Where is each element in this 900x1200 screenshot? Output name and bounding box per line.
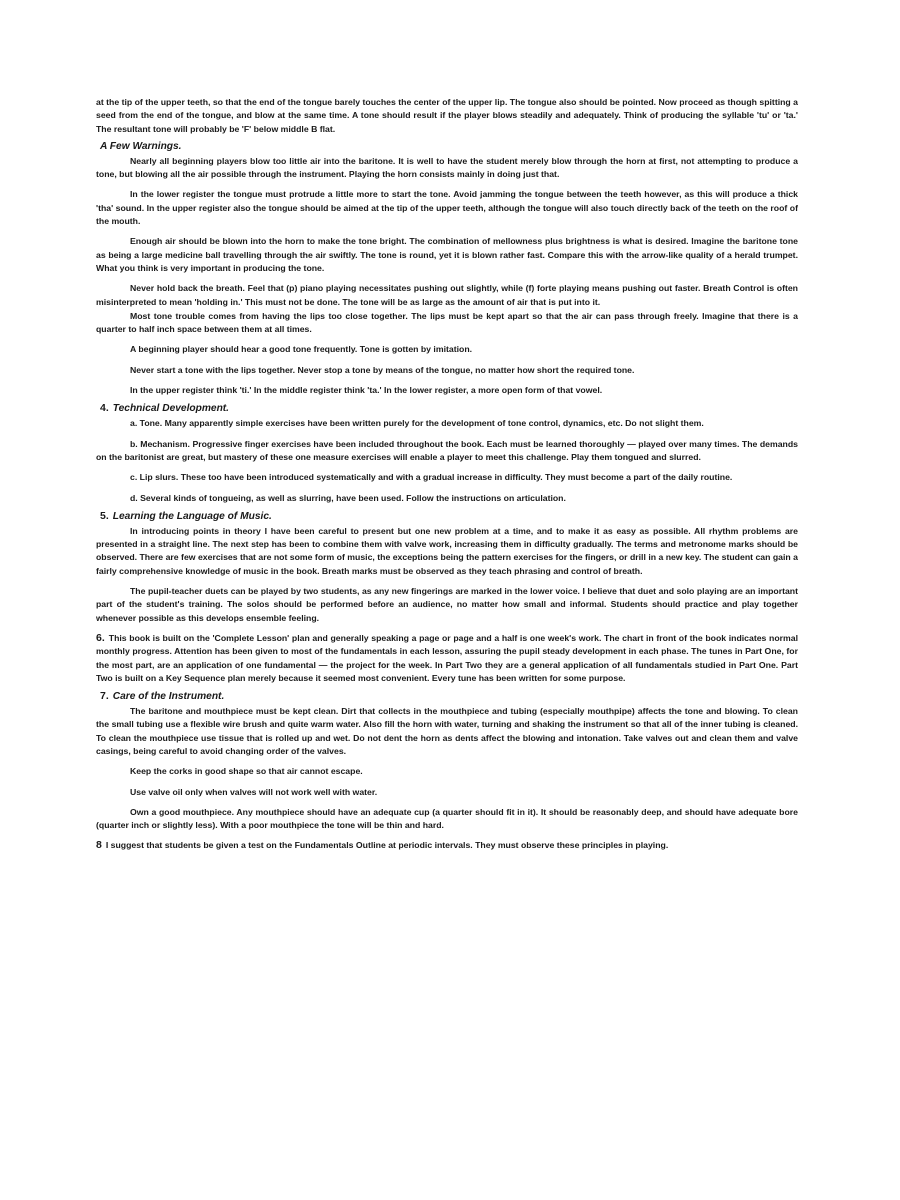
warning-paragraph-7: Never start a tone with the lips together. Never stop a tone by means of the tongue, no matter how short the required tone. bbox=[130, 364, 635, 375]
section-number: 5. bbox=[100, 509, 109, 522]
section-number: 8 bbox=[96, 839, 102, 852]
fundamentals-test-paragraph bbox=[96, 839, 798, 852]
warning-paragraph-5: Most tone trouble comes from having the lips too close together. The lips must be kept apart so that the air can pass through freely. Imagine that there is a quarter to half inch space between them at all times. bbox=[96, 310, 798, 335]
section-heading-warnings: A Few Warnings. bbox=[100, 140, 182, 152]
section-title: Technical Development. bbox=[112, 403, 230, 415]
warning-paragraph-6: A beginning player should hear a good tone frequently. Tone is gotten by imitation. bbox=[130, 344, 473, 355]
section-title: Care of the Instrument. bbox=[112, 691, 225, 703]
language-paragraph-1: In introducing points in theory I have been careful to present but one new problem at a time, and to make it as easy as possible. All rhythm problems are presented in a straight line. The next step has been to combine them with valve work, increasing them in difficulty gradually. The terms and metronome marks should be observed. There are few exercises that are not some form of music, the exceptions being the pattern exercises for the fingers, or drill in a new key. The student can gain a fairly comprehensive knowledge of music in the book. Breath marks must be observed as they teach phrasing and control of breath. bbox=[96, 525, 798, 576]
care-paragraph-2: Keep the corks in good shape so that air cannot escape. bbox=[130, 766, 363, 777]
technical-tone-paragraph: a. Tone. Many apparently simple exercises have been written purely for the development of tone control, dynamics, etc. Do not slight them. bbox=[130, 418, 704, 429]
fundamentals-test-text: I suggest that students be given a test on the Fundamentals Outline at periodic intervals. They must observe these principles in playing. bbox=[105, 840, 669, 851]
technical-mechanism-paragraph: b. Mechanism. Progressive finger exercises have been included throughout the book. Each must be learned thoroughly — played over many times. The demands on the baritonist are great, but mastery of these one measure exercises will enable a player to meet this challenge. Play them tongued and slurred. bbox=[96, 438, 798, 462]
language-paragraph-2: The pupil-teacher duets can be played by two students, as any new fingerings are marked in the lower voice. I believe that duet and solo playing are an important part of the student's training. The solos should be performed before an audience, no matter how small and informal. Students should practice and play together whenever possible as this develops ensemble feeling. bbox=[96, 586, 798, 623]
warning-paragraph-3: Enough air should be blown into the horn to make the tone bright. The combination of mellowness plus brightness is what is desired. Imagine the baritone tone as being a large medicine ball travelling through the air swiftly. The tone is round, yet it is blown rather fast. Compare this with the arrow-like quality of a herald trumpet. What you think is very important in producing the tone. bbox=[96, 236, 798, 273]
warning-paragraph-8: In the upper register think 'ti.' In the middle register think 'ta.' In the lower register, a more open form of that vowel. bbox=[130, 385, 603, 396]
complete-lesson-text: This book is built on the 'Complete Lesson' plan and generally speaking a page or page and a half is one week's work. The chart in front of the book indicates normal monthly progress. Attention has been given to most of the fundamentals in each lesson, assuring the pupil steady development in each phase. The tunes in Part One, for the most part, are an application of one fundamental — the project for the week. In Part Two they are a general application of all fundamentals studied in Part One. Part Two is built on a Key Sequence plan merely because it seemed most convenient. Every tune has been written for some purpose. bbox=[96, 632, 798, 683]
section-heading-technical bbox=[100, 401, 798, 416]
care-paragraph-3: Use valve oil only when valves will not work well with water. bbox=[130, 786, 378, 797]
warning-paragraph-1: Nearly all beginning players blow too little air into the baritone. It is well to have the student merely blow through the horn at first, not attempting to produce a tone, but blowing all the air possible through the instrument. Playing the horn consists mainly in doing just that. bbox=[96, 155, 798, 180]
care-paragraph-1: The baritone and mouthpiece must be kept clean. Dirt that collects in the mouthpiece and tubing (especially mouthpipe) affects the tone and blowing. To clean the small tubing use a flexible wire brush and quite warm water. Also fill the horn with water, turning and shaking the instrument so that all of the inner tubing is cleaned. To clean the mouthpiece use tissue that is rolled up and wet. Do not dent the horn as dents affect the blowing and intonation. Take valves out and clean them and valve casings, being careful to avoid changing order of the valves. bbox=[96, 706, 798, 756]
section-heading-language bbox=[100, 509, 798, 524]
care-paragraph-4: Own a good mouthpiece. Any mouthpiece should have an adequate cup (a quarter should fit in it). It should be reasonably deep, and should have adequate bore (quarter inch or slightly less). With a poor mouthpiece the tone will be thin and hard. bbox=[96, 806, 798, 831]
complete-lesson-paragraph bbox=[96, 632, 798, 685]
technical-tongueing-paragraph: d. Several kinds of tongueing, as well as slurring, have been used. Follow the instructions on articulation. bbox=[130, 492, 566, 503]
intro-paragraph: at the tip of the upper teeth, so that the end of the tongue barely touches the center of the upper lip. The tongue also should be pointed. Now proceed as though spitting a seed from the end of the tongue, and blow at the same time. A tone should result if the player blows steadily and adequately. Think of producing the syllable 'tu' or 'ta.' The resultant tone will probably be 'F' below middle B flat. bbox=[96, 97, 798, 134]
warning-paragraph-4: Never hold back the breath. Feel that (p) piano playing necessitates pushing out slightly, while (f) forte playing means pushing out faster. Breath Control is often misinterpreted to mean 'holding in.' This must not be done. The tone will be as large as the amount of air that is put into it. bbox=[96, 283, 798, 307]
section-number: 6. bbox=[96, 631, 105, 644]
section-heading-care bbox=[100, 689, 798, 704]
technical-lip-slurs-paragraph: c. Lip slurs. These too have been introduced systematically and with a gradual increase in difficulty. They must become a part of the daily routine. bbox=[130, 472, 733, 483]
warning-paragraph-2: In the lower register the tongue must protrude a little more to start the tone. Avoid jamming the tongue between the teeth however, as this will produce a thick 'tha' sound. In the upper register also the tongue should be aimed at the tip of the upper teeth, although the tongue will also touch directly back of the teeth on the roof of the mouth. bbox=[96, 189, 798, 227]
section-number: 4. bbox=[100, 402, 109, 415]
section-title: Learning the Language of Music. bbox=[112, 510, 272, 522]
section-number: 7. bbox=[100, 690, 109, 703]
